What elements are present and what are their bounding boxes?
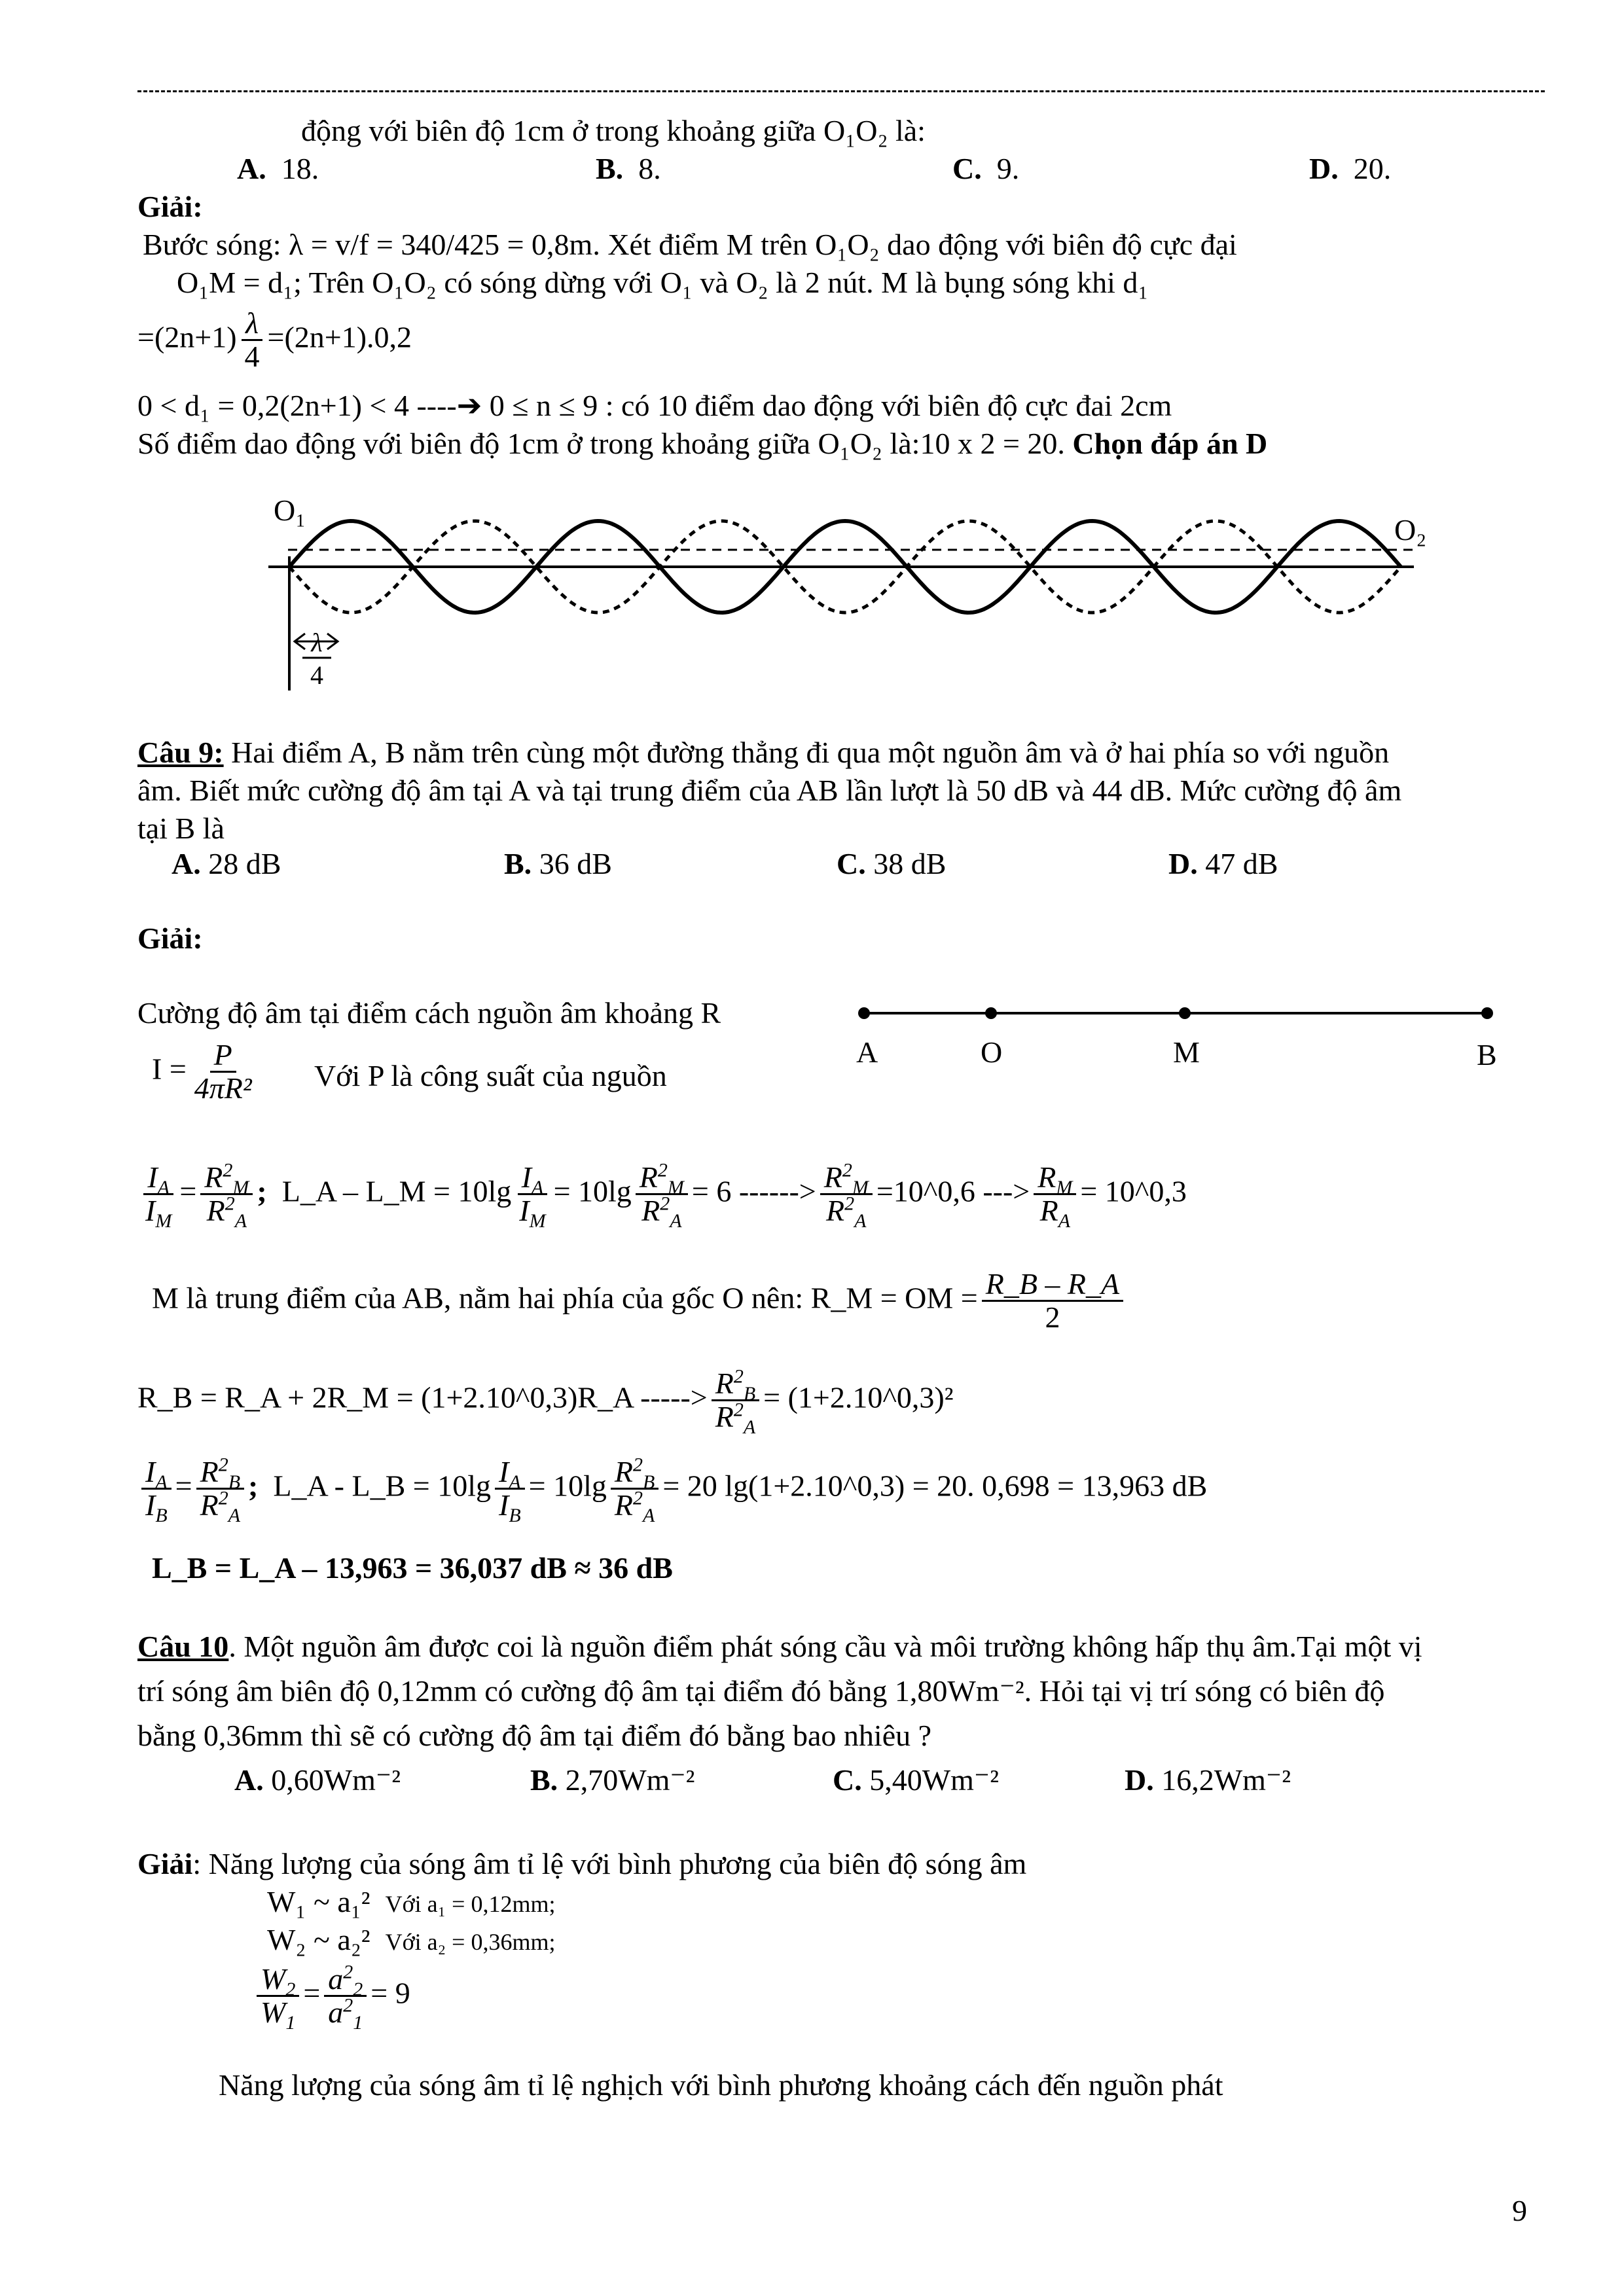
q9-midpoint-line: M là trung điểm của AB, nằm hai phía của gốc O nên: R_M = OM = $\frac{R\_B - R\_A}{2}$ — [152, 1268, 1127, 1334]
figure-label-o1: O₁ — [274, 493, 306, 527]
q9-option-d: D. 47 dB — [1168, 847, 1278, 880]
q9-result: L_B = L_A – 13,963 = 36,037 dB ≈ 36 dB — [152, 1551, 673, 1585]
header-rule — [137, 90, 1545, 92]
figure-label-o2: O₂ — [1394, 513, 1427, 547]
aomb-line — [857, 1001, 1499, 1028]
q10-option-d: D. 16,2Wm⁻² — [1125, 1763, 1291, 1797]
q9-equation-la-lm: $\frac{I_A}{I_M}$ = $\frac{R^2_M}{R^2_A}$ ; L_A – L_M = 10lg $\frac{I_A}{I_M}$ = 10lg $\frac{R^2_M}{R^2_A}$ = 6 ------> $\frac{R^2_M}{R^2_A}$ =10^0,6 ---> $\frac{R_M}{R_A}$ = 10^0,3 — [137, 1162, 1187, 1227]
four-label: 4 — [310, 660, 323, 690]
q9-intensity-formula: I = $\frac{P}{\text{4πR²}}$ — [152, 1038, 252, 1105]
point-b: B — [1477, 1038, 1497, 1071]
q9-line-1: Câu 9: Hai điểm A, B nằm trên cùng một đường thẳng đi qua một nguồn âm và ở hai phía so với nguồn — [137, 736, 1390, 769]
point-o: O — [981, 1035, 1003, 1069]
prev-stem-end: động với biên độ 1cm ở trong khoảng giữa O₁O₂ là: — [301, 114, 926, 147]
q10-line-1: Câu 10. Một nguồn âm được coi là nguồn điểm phát sóng cầu và môi trường không hấp thụ âm.Tại một vị — [137, 1630, 1422, 1663]
q10-line-2: trí sóng âm biên độ 0,12mm có cường độ âm tại điểm đó bằng 1,80Wm⁻². Hỏi tại vị trí sóng có biên độ — [137, 1674, 1385, 1708]
prev-line-wavelength: Bước sóng: λ = v/f = 340/425 = 0,8m. Xét điểm M trên O₁O₂ dao động với biên độ cực đại — [143, 228, 1237, 261]
point-m: M — [1173, 1035, 1200, 1069]
standing-wave-figure — [262, 504, 1414, 694]
prev-line-antinode: =(2n+1) $\frac{\lambda}{4}$ =(2n+1).0,2 — [137, 306, 412, 374]
q10-option-a: A. 0,60Wm⁻² — [234, 1763, 401, 1797]
q10-line-3: bằng 0,36mm thì sẽ có cường độ âm tại điểm đó bằng bao nhiêu ? — [137, 1719, 932, 1752]
q10-option-b: B. 2,70Wm⁻² — [530, 1763, 695, 1797]
lambda-label: λ — [311, 628, 323, 657]
q9-rb-line: R_B = R_A + 2R_M = (1+2.10^0,3)R_A -----> $\frac{R^2_B}{R^2_A}$ = (1+2.10^0,3)² — [137, 1365, 954, 1439]
q9-option-c: C. 38 dB — [837, 847, 947, 880]
q10-option-c: C. 5,40Wm⁻² — [833, 1763, 1000, 1797]
point-a: A — [856, 1035, 878, 1069]
prev-line-range: 0 < d₁ = 0,2(2n+1) < 4 ----➔ 0 ≤ n ≤ 9 : có 10 điểm dao động với biên độ cực đai 2cm — [137, 389, 1172, 422]
prev-option-a: A. 18. — [237, 152, 319, 185]
q9-option-a: A. 28 dB — [171, 847, 281, 880]
q9-with-p: Với P là công suất của nguồn — [314, 1059, 667, 1092]
prev-solution-label: Giải: — [137, 190, 203, 223]
prev-line-node: O₁M = d₁; Trên O₁O₂ có sóng dừng với O₁ và O₂ là 2 nút. M là bụng sóng khi d₁ — [177, 266, 1149, 299]
prev-option-b: B. 8. — [596, 152, 661, 185]
q9-intro: Cường độ âm tại điểm cách nguồn âm khoảng R — [137, 996, 721, 1030]
q10-w1: W₁ ~ a₁² Với a₁ = 0,12mm; — [267, 1885, 556, 1918]
prev-option-d: D. 20. — [1309, 152, 1392, 185]
q10-ratio: $\frac{W_2}{W_1}$ = $\frac{a^2_2}{a^2_1}$ = 9 — [253, 1964, 410, 2029]
page-number: 9 — [1512, 2194, 1527, 2227]
q9-line-3: tại B là — [137, 812, 225, 845]
q9-option-b: B. 36 dB — [504, 847, 612, 880]
q9-line-2: âm. Biết mức cường độ âm tại A và tại trung điểm của AB lần lượt là 50 dB và 44 dB. Mức cường độ âm — [137, 774, 1402, 807]
q9-solution-label: Giải: — [137, 922, 203, 955]
q10-w2: W₂ ~ a₂² Với a₂ = 0,36mm; — [267, 1923, 556, 1956]
q10-solution-intro: Giải: Năng lượng của sóng âm tỉ lệ với bình phương của biên độ sóng âm — [137, 1847, 1027, 1880]
q10-last-line: Năng lượng của sóng âm tỉ lệ nghịch với bình phương khoảng cách đến nguồn phát — [219, 2068, 1223, 2102]
prev-option-c: C. 9. — [952, 152, 1020, 185]
prev-line-count: Số điểm dao động với biên độ 1cm ở trong khoảng giữa O₁O₂ là:10 x 2 = 20. Chọn đáp án D — [137, 427, 1268, 460]
q9-equation-la-lb: $\frac{I_A}{I_B}$ = $\frac{R^2_B}{R^2_A}$ ; L_A - L_B = 10lg $\frac{I_A}{I_B}$ = 10lg $\frac{R^2_B}{R^2_A}$ = 20 lg(1+2.10^0,3) = 20. 0,698 = 13,963 dB — [137, 1456, 1207, 1522]
